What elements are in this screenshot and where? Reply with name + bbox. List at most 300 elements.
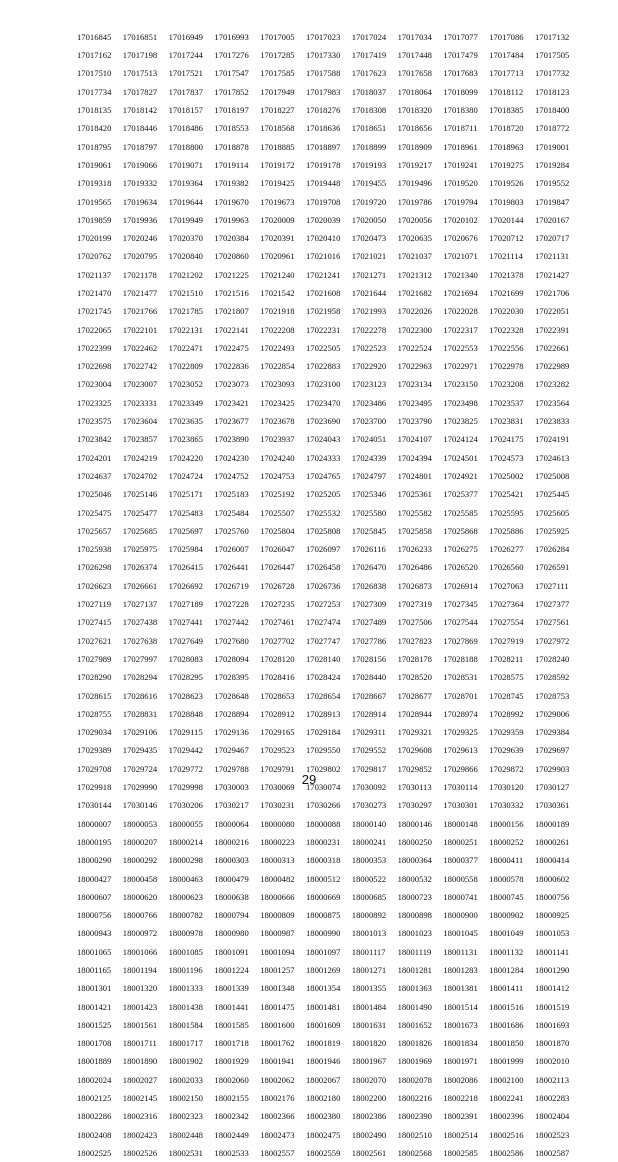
number-cell: 17019963 bbox=[214, 214, 249, 225]
number-cell: 17022854 bbox=[260, 361, 295, 372]
number-cell: 17028912 bbox=[260, 708, 295, 719]
number-cell: 17030003 bbox=[214, 782, 249, 793]
number-cell: 17026873 bbox=[397, 580, 432, 591]
number-cell: 17018197 bbox=[214, 105, 249, 116]
number-cell: 17025595 bbox=[489, 507, 524, 518]
number-cell: 17021016 bbox=[305, 251, 341, 262]
number-cell: 17018112 bbox=[489, 86, 524, 97]
number-cell: 17023052 bbox=[168, 379, 203, 390]
number-cell: 18001339 bbox=[214, 983, 249, 994]
number-cell: 17028755 bbox=[77, 708, 112, 719]
number-cell: 18002408 bbox=[77, 1129, 112, 1140]
number-cell: 17018961 bbox=[443, 141, 478, 152]
number-cell: 17023857 bbox=[122, 434, 158, 445]
number-cell: 17019217 bbox=[397, 159, 432, 170]
number-cell: 18000292 bbox=[122, 855, 158, 866]
table-row bbox=[77, 1108, 581, 1126]
number-cell: 17023100 bbox=[305, 379, 341, 390]
table-row bbox=[77, 357, 581, 375]
number-cell: 17027972 bbox=[534, 635, 570, 646]
number-cell: 18000756 bbox=[534, 891, 570, 902]
number-cell: 17019172 bbox=[260, 159, 295, 170]
number-cell: 17017448 bbox=[397, 50, 432, 61]
number-cell: 18000782 bbox=[168, 910, 203, 921]
number-cell: 17023421 bbox=[214, 397, 249, 408]
table-row bbox=[77, 248, 581, 266]
number-cell: 17018897 bbox=[305, 141, 341, 152]
table-row bbox=[77, 431, 581, 449]
number-cell: 17029608 bbox=[397, 745, 432, 756]
number-cell: 17025984 bbox=[168, 544, 203, 555]
number-cell: 18000623 bbox=[168, 891, 203, 902]
number-cell: 17017734 bbox=[77, 86, 112, 97]
number-cell: 18001301 bbox=[77, 983, 112, 994]
number-cell: 18001091 bbox=[214, 946, 249, 957]
number-cell: 17023690 bbox=[305, 416, 341, 427]
number-cell: 17020712 bbox=[489, 233, 524, 244]
number-cell: 17022030 bbox=[489, 306, 524, 317]
number-cell: 17025205 bbox=[305, 489, 341, 500]
number-cell: 17024921 bbox=[443, 470, 478, 481]
number-cell: 18000766 bbox=[122, 910, 158, 921]
number-cell: 17029311 bbox=[351, 727, 386, 738]
number-cell: 18002125 bbox=[77, 1093, 112, 1104]
number-cell: 17026447 bbox=[260, 562, 295, 573]
number-cell: 17020009 bbox=[260, 214, 295, 225]
number-cell: 18000809 bbox=[260, 910, 295, 921]
number-cell: 18001673 bbox=[443, 1019, 478, 1030]
number-cell: 17027919 bbox=[489, 635, 524, 646]
number-cell: 17027415 bbox=[77, 617, 112, 628]
number-cell: 17019936 bbox=[122, 214, 158, 225]
number-cell: 17029384 bbox=[534, 727, 570, 738]
number-cell: 17028424 bbox=[305, 672, 341, 683]
table-row bbox=[77, 449, 581, 467]
number-cell: 17022963 bbox=[397, 361, 432, 372]
number-cell: 17024753 bbox=[260, 470, 295, 481]
number-cell: 18002216 bbox=[397, 1093, 432, 1104]
number-cell: 17030113 bbox=[397, 782, 432, 793]
number-cell: 17025804 bbox=[260, 525, 295, 536]
number-cell: 17028440 bbox=[351, 672, 387, 683]
number-cell: 18001053 bbox=[534, 928, 570, 939]
number-cell: 18000980 bbox=[214, 928, 249, 939]
number-cell: 17028575 bbox=[489, 672, 524, 683]
number-cell: 17023007 bbox=[122, 379, 158, 390]
number-cell: 18001717 bbox=[168, 1038, 203, 1049]
number-cell: 18000195 bbox=[77, 836, 112, 847]
number-cell: 17019565 bbox=[77, 196, 112, 207]
number-cell: 18001631 bbox=[351, 1019, 387, 1030]
number-cell: 17029708 bbox=[77, 763, 112, 774]
table-row bbox=[77, 723, 581, 741]
number-cell: 17019634 bbox=[122, 196, 158, 207]
number-cell: 18001969 bbox=[397, 1056, 432, 1067]
number-cell: 17028745 bbox=[489, 690, 524, 701]
number-cell: 18000741 bbox=[443, 891, 478, 902]
number-cell: 18000207 bbox=[122, 836, 158, 847]
number-cell: 17023486 bbox=[351, 397, 387, 408]
number-cell: 17017034 bbox=[397, 31, 432, 42]
number-cell: 17027319 bbox=[397, 599, 432, 610]
number-cell: 18002218 bbox=[443, 1093, 478, 1104]
number-cell: 17027474 bbox=[305, 617, 341, 628]
number-cell: 17018123 bbox=[534, 86, 570, 97]
number-cell: 17019425 bbox=[260, 178, 295, 189]
number-cell: 17025657 bbox=[77, 525, 112, 536]
number-cell: 17018878 bbox=[214, 141, 249, 152]
number-cell: 17026560 bbox=[489, 562, 524, 573]
number-cell: 18000875 bbox=[305, 910, 341, 921]
number-cell: 18001850 bbox=[489, 1038, 524, 1049]
table-row bbox=[77, 906, 581, 924]
number-cell: 18001165 bbox=[77, 964, 112, 975]
table-row bbox=[77, 28, 581, 46]
number-cell: 18000216 bbox=[214, 836, 249, 847]
number-cell: 18001441 bbox=[214, 1001, 249, 1012]
number-cell: 18000414 bbox=[534, 855, 570, 866]
number-cell: 17029802 bbox=[305, 763, 341, 774]
number-cell: 18000756 bbox=[77, 910, 112, 921]
number-cell: 17028992 bbox=[489, 708, 524, 719]
number-cell: 18001718 bbox=[214, 1038, 249, 1049]
number-cell: 18000290 bbox=[77, 855, 112, 866]
number-cell: 17019318 bbox=[77, 178, 112, 189]
number-cell: 18000140 bbox=[351, 818, 387, 829]
number-cell: 18002533 bbox=[214, 1147, 249, 1158]
number-cell: 18000364 bbox=[397, 855, 432, 866]
table-row bbox=[77, 559, 581, 577]
table-row bbox=[77, 833, 581, 851]
number-cell: 18002033 bbox=[168, 1074, 203, 1085]
number-cell: 17017198 bbox=[122, 50, 158, 61]
number-cell: 17022317 bbox=[443, 324, 478, 335]
number-cell: 17024613 bbox=[534, 452, 570, 463]
number-cell: 17022698 bbox=[77, 361, 112, 372]
number-cell: 17019520 bbox=[443, 178, 478, 189]
number-cell: 17018885 bbox=[260, 141, 295, 152]
number-cell: 17022399 bbox=[77, 342, 112, 353]
number-cell: 17029165 bbox=[260, 727, 295, 738]
number-cell: 18000007 bbox=[77, 818, 112, 829]
number-cell: 17022836 bbox=[214, 361, 249, 372]
number-cell: 17024573 bbox=[489, 452, 524, 463]
number-cell: 18002086 bbox=[443, 1074, 478, 1085]
number-cell: 17021202 bbox=[168, 269, 203, 280]
number-cell: 17020635 bbox=[397, 233, 432, 244]
number-cell: 17025605 bbox=[534, 507, 570, 518]
number-cell: 17026661 bbox=[122, 580, 158, 591]
number-cell: 17025975 bbox=[122, 544, 158, 555]
number-cell: 17028831 bbox=[122, 708, 158, 719]
table-row bbox=[77, 1034, 581, 1052]
table-row bbox=[77, 961, 581, 979]
number-cell: 18002391 bbox=[443, 1111, 478, 1122]
number-cell: 17030127 bbox=[534, 782, 570, 793]
number-cell: 17017658 bbox=[397, 68, 432, 79]
number-cell: 17028290 bbox=[77, 672, 112, 683]
number-cell: 18001929 bbox=[214, 1056, 249, 1067]
number-cell: 17023349 bbox=[168, 397, 203, 408]
number-cell: 18001834 bbox=[443, 1038, 478, 1049]
table-row bbox=[77, 83, 581, 101]
number-cell: 17028520 bbox=[397, 672, 432, 683]
number-cell: 18002587 bbox=[534, 1147, 570, 1158]
number-cell: 18001196 bbox=[168, 964, 203, 975]
number-cell: 17018099 bbox=[443, 86, 478, 97]
number-cell: 18000638 bbox=[214, 891, 249, 902]
number-cell: 17017162 bbox=[77, 50, 112, 61]
number-cell: 17021807 bbox=[214, 306, 249, 317]
number-cell: 17018276 bbox=[305, 105, 341, 116]
number-cell: 17022231 bbox=[305, 324, 341, 335]
number-cell: 17024339 bbox=[351, 452, 387, 463]
number-cell: 17018385 bbox=[489, 105, 524, 116]
table-row bbox=[77, 632, 581, 650]
table-row bbox=[77, 998, 581, 1016]
number-cell: 17028974 bbox=[443, 708, 478, 719]
number-cell: 17023890 bbox=[214, 434, 249, 445]
number-cell: 17024394 bbox=[397, 452, 432, 463]
number-cell: 18001870 bbox=[534, 1038, 570, 1049]
number-cell: 17021958 bbox=[305, 306, 341, 317]
number-cell: 17029872 bbox=[489, 763, 524, 774]
number-cell: 17020167 bbox=[534, 214, 570, 225]
number-cell: 17027489 bbox=[351, 617, 387, 628]
number-cell: 17021694 bbox=[443, 288, 478, 298]
number-cell: 17023425 bbox=[260, 397, 295, 408]
number-cell: 18002027 bbox=[122, 1074, 158, 1085]
number-cell: 17019066 bbox=[122, 159, 158, 170]
number-cell: 17025808 bbox=[305, 525, 341, 536]
number-cell: 17019241 bbox=[443, 159, 478, 170]
number-cell: 18002568 bbox=[397, 1147, 432, 1158]
table-row bbox=[77, 540, 581, 558]
number-cell: 17028653 bbox=[260, 690, 295, 701]
table-row bbox=[77, 302, 581, 320]
number-cell: 17026736 bbox=[305, 580, 341, 591]
number-cell: 17023325 bbox=[77, 397, 112, 408]
number-cell: 17024107 bbox=[397, 434, 432, 445]
number-cell: 18001271 bbox=[351, 964, 387, 975]
number-cell: 18002070 bbox=[351, 1074, 387, 1085]
number-cell: 17017086 bbox=[489, 31, 524, 42]
number-cell: 17029006 bbox=[534, 708, 570, 719]
number-cell: 17018157 bbox=[168, 105, 203, 116]
number-cell: 17029866 bbox=[443, 763, 478, 774]
number-table bbox=[77, 28, 581, 1162]
number-cell: 18000088 bbox=[305, 818, 341, 829]
table-row bbox=[77, 888, 581, 906]
number-cell: 18002062 bbox=[260, 1074, 295, 1085]
number-cell: 18001941 bbox=[260, 1056, 295, 1067]
number-cell: 17022920 bbox=[351, 361, 387, 372]
number-cell: 17018720 bbox=[489, 123, 524, 134]
number-cell: 17019552 bbox=[534, 178, 570, 189]
number-cell: 18000669 bbox=[305, 891, 341, 902]
number-cell: 17027442 bbox=[214, 617, 249, 628]
number-cell: 17021071 bbox=[443, 251, 478, 262]
number-cell: 18000377 bbox=[443, 855, 478, 866]
number-cell: 17019786 bbox=[397, 196, 432, 207]
number-cell: 17023208 bbox=[489, 379, 524, 390]
number-cell: 17023150 bbox=[443, 379, 478, 390]
number-cell: 17026470 bbox=[351, 562, 387, 573]
number-cell: 17029998 bbox=[168, 782, 203, 793]
number-cell: 17027869 bbox=[443, 635, 478, 646]
number-cell: 17029724 bbox=[122, 763, 158, 774]
number-cell: 18000987 bbox=[260, 928, 295, 939]
number-cell: 17020144 bbox=[489, 214, 524, 225]
number-cell: 17017024 bbox=[351, 31, 387, 42]
number-cell: 18002557 bbox=[260, 1147, 295, 1158]
number-cell: 17017505 bbox=[534, 50, 570, 61]
number-cell: 18000223 bbox=[260, 836, 295, 847]
number-cell: 17018135 bbox=[77, 105, 112, 116]
table-row bbox=[77, 742, 581, 760]
number-cell: 18001525 bbox=[77, 1019, 112, 1030]
number-cell: 17030332 bbox=[489, 800, 524, 811]
number-cell: 17019193 bbox=[351, 159, 387, 170]
number-cell: 17021516 bbox=[214, 288, 249, 298]
number-cell: 17029321 bbox=[397, 727, 432, 738]
number-cell: 17023123 bbox=[351, 379, 387, 390]
table-row bbox=[77, 522, 581, 540]
number-cell: 17017419 bbox=[351, 50, 387, 61]
number-cell: 18001354 bbox=[305, 983, 341, 994]
number-cell: 18001423 bbox=[122, 1001, 158, 1012]
number-cell: 17029389 bbox=[77, 745, 112, 756]
number-cell: 17022493 bbox=[260, 342, 295, 353]
number-cell: 17029435 bbox=[122, 745, 158, 756]
number-cell: 17018711 bbox=[443, 123, 478, 134]
table-row bbox=[77, 668, 581, 686]
number-cell: 18002200 bbox=[351, 1093, 387, 1104]
page-number: 29 bbox=[301, 772, 317, 787]
number-cell: 18001946 bbox=[305, 1056, 341, 1067]
number-cell: 17017521 bbox=[168, 68, 203, 79]
number-cell: 17022278 bbox=[351, 324, 387, 335]
number-cell: 17028140 bbox=[305, 653, 341, 664]
number-cell: 17027438 bbox=[122, 617, 158, 628]
number-cell: 18002113 bbox=[534, 1074, 570, 1085]
number-cell: 17026591 bbox=[534, 562, 570, 573]
number-cell: 18000146 bbox=[397, 818, 432, 829]
number-cell: 17017484 bbox=[489, 50, 524, 61]
number-cell: 18002100 bbox=[489, 1074, 524, 1085]
number-cell: 17021021 bbox=[351, 251, 387, 262]
number-cell: 17021378 bbox=[489, 269, 524, 280]
number-cell: 18002561 bbox=[351, 1147, 387, 1158]
number-cell: 17027235 bbox=[260, 599, 295, 610]
number-cell: 17017513 bbox=[122, 68, 158, 79]
number-cell: 18001609 bbox=[305, 1019, 341, 1030]
number-cell: 17017983 bbox=[305, 86, 341, 97]
number-cell: 18002380 bbox=[305, 1111, 341, 1122]
number-cell: 17029772 bbox=[168, 763, 203, 774]
number-cell: 17029613 bbox=[443, 745, 478, 756]
number-cell: 17021993 bbox=[351, 306, 387, 317]
number-cell: 17023678 bbox=[260, 416, 295, 427]
number-cell: 17025938 bbox=[77, 544, 112, 555]
number-cell: 17027989 bbox=[77, 653, 112, 664]
number-cell: 18001999 bbox=[489, 1056, 524, 1067]
number-cell: 17028083 bbox=[168, 653, 203, 664]
number-cell: 17024501 bbox=[443, 452, 478, 463]
number-cell: 17019114 bbox=[214, 159, 249, 170]
number-cell: 17020102 bbox=[443, 214, 478, 225]
number-cell: 18002404 bbox=[534, 1111, 570, 1122]
table-row bbox=[77, 211, 581, 229]
number-cell: 17026623 bbox=[77, 580, 112, 591]
number-cell: 18002490 bbox=[351, 1129, 387, 1140]
number-cell: 17027823 bbox=[397, 635, 432, 646]
number-cell: 17018909 bbox=[397, 141, 432, 152]
table-row bbox=[77, 485, 581, 503]
number-cell: 17028914 bbox=[351, 708, 387, 719]
number-cell: 18000189 bbox=[534, 818, 570, 829]
number-cell: 17019526 bbox=[489, 178, 524, 189]
number-cell: 17022978 bbox=[489, 361, 524, 372]
number-cell: 17017949 bbox=[260, 86, 295, 97]
number-cell: 17023470 bbox=[305, 397, 341, 408]
number-cell: 17025183 bbox=[214, 489, 249, 500]
table-row bbox=[77, 595, 581, 613]
number-cell: 17025483 bbox=[168, 507, 203, 518]
number-cell: 17026914 bbox=[443, 580, 478, 591]
number-cell: 17028156 bbox=[351, 653, 387, 664]
number-cell: 18002241 bbox=[489, 1093, 524, 1104]
number-cell: 17021131 bbox=[534, 251, 570, 262]
number-cell: 17025361 bbox=[397, 489, 432, 500]
number-cell: 17019178 bbox=[305, 159, 341, 170]
number-cell: 17019061 bbox=[77, 159, 112, 170]
number-cell: 17025002 bbox=[489, 470, 524, 481]
number-cell: 17021699 bbox=[489, 288, 524, 298]
number-cell: 17019001 bbox=[534, 141, 570, 152]
number-cell: 17018420 bbox=[77, 123, 112, 134]
number-cell: 17027747 bbox=[305, 635, 341, 646]
number-cell: 17022661 bbox=[534, 342, 570, 353]
number-cell: 18001902 bbox=[168, 1056, 203, 1067]
number-cell: 17026520 bbox=[443, 562, 478, 573]
number-cell: 17020473 bbox=[351, 233, 387, 244]
number-cell: 17016845 bbox=[77, 31, 112, 42]
number-cell: 17029552 bbox=[351, 745, 387, 756]
number-cell: 17023331 bbox=[122, 397, 158, 408]
number-cell: 17028654 bbox=[305, 690, 341, 701]
number-cell: 17020050 bbox=[351, 214, 387, 225]
number-cell: 17023677 bbox=[214, 416, 249, 427]
number-cell: 17018380 bbox=[443, 105, 478, 116]
number-cell: 17025346 bbox=[351, 489, 387, 500]
number-cell: 17022505 bbox=[305, 342, 341, 353]
number-cell: 18001320 bbox=[122, 983, 158, 994]
number-cell: 17025046 bbox=[77, 489, 112, 500]
number-cell: 18000055 bbox=[168, 818, 203, 829]
number-cell: 17018486 bbox=[168, 123, 203, 134]
number-cell: 18002396 bbox=[489, 1111, 524, 1122]
number-cell: 17026692 bbox=[168, 580, 203, 591]
number-cell: 18001013 bbox=[351, 928, 387, 939]
number-cell: 17024765 bbox=[305, 470, 341, 481]
number-cell: 17024702 bbox=[122, 470, 158, 481]
table-row bbox=[77, 266, 581, 284]
number-cell: 17025445 bbox=[534, 489, 570, 500]
number-cell: 17022065 bbox=[77, 324, 112, 335]
number-cell: 17018636 bbox=[305, 123, 341, 134]
number-cell: 18000080 bbox=[260, 818, 295, 829]
